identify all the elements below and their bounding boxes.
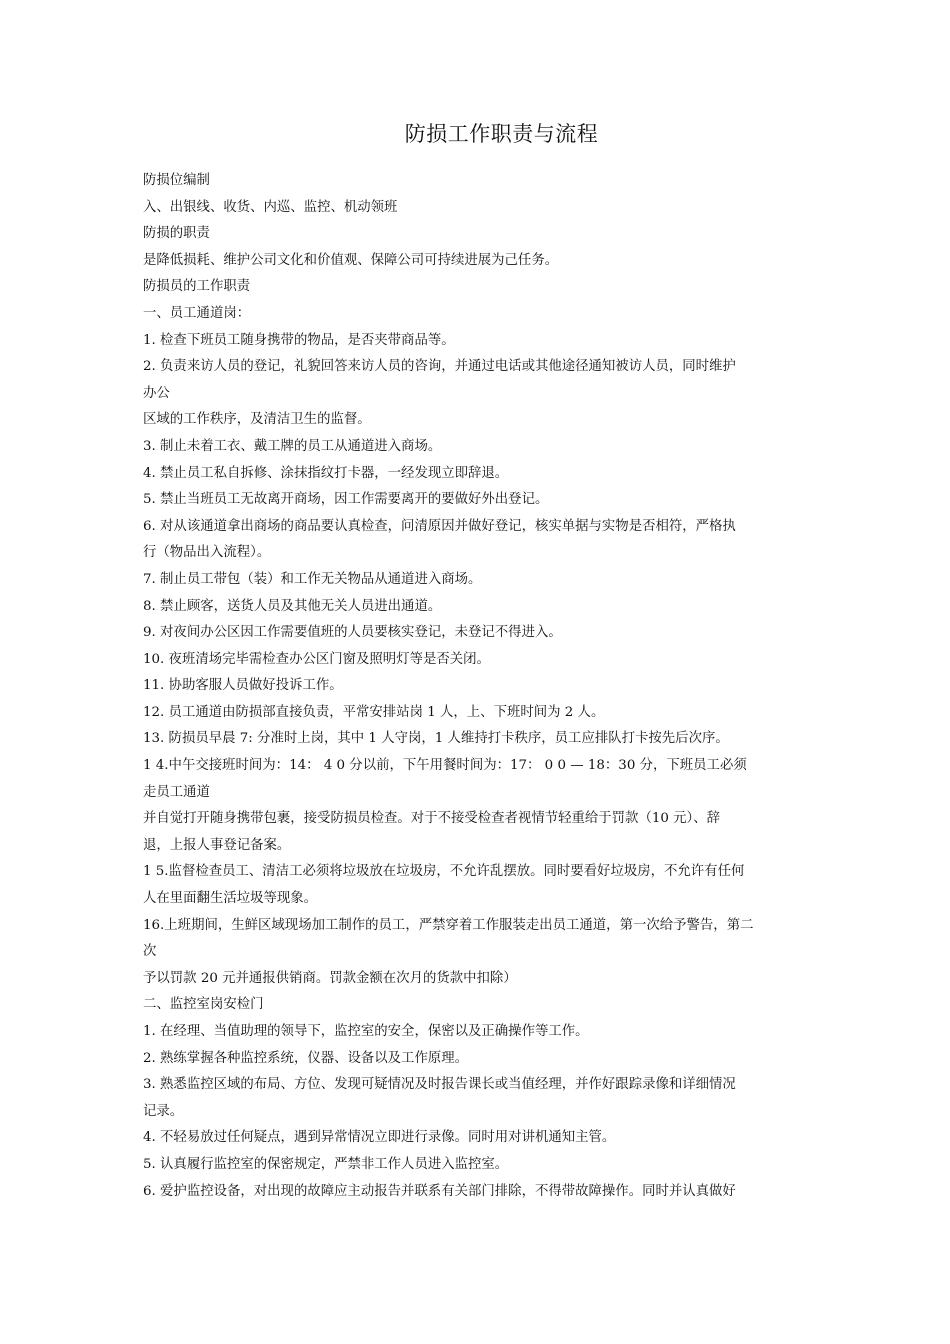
text-line: 是降低损耗、维护公司文化和价值观、保障公司可持续进展为己任务。 — [143, 252, 559, 268]
text-line: 7. 制止员工带包（装）和工作无关物品从通道进入商场。 — [143, 571, 482, 587]
text-line: 2. 负责来访人员的登记，礼貌回答来访人员的咨询，并通过电话或其他途径通知被访人员，同时维护 — [143, 359, 736, 375]
text-line: 13. 防损员早晨 7: 分准时上岗，其中 1 人守岗，1 人维持打卡秩序，员工应排队打卡按先后次序。 — [143, 731, 729, 747]
text-line: 1. 检查下班员工随身携带的物品，是否夹带商品等。 — [143, 332, 455, 348]
text-line: 3. 熟悉监控区域的布局、方位、发现可疑情况及时报告课长或当值经理，并作好跟踪录像和详细情况 — [143, 1077, 736, 1093]
text-line: 防损员的工作职责 — [143, 279, 251, 295]
text-line: 9. 对夜间办公区因工作需要值班的人员要核实登记，未登记不得进入。 — [143, 625, 562, 641]
text-line: 5. 认真履行监控室的保密规定，严禁非工作人员进入监控室。 — [143, 1156, 509, 1172]
text-line: 2. 熟练掌握各种监控系统，仪器、设备以及工作原理。 — [143, 1050, 469, 1066]
text-line: 并自觉打开随身携带包裹，接受防损员检查。对于不接受检查者视情节轻重给于罚款（10 元）、辞 — [143, 811, 720, 827]
text-line: 16.上班期间，生鲜区域现场加工制作的员工，严禁穿着工作服装走出员工通道，第一次给予警告，第二 — [143, 917, 754, 933]
text-line: 行（物品出入流程）。 — [143, 545, 271, 561]
text-line: 防损的职责 — [143, 226, 210, 242]
text-line: 1. 在经理、当值助理的领导下，监控室的安全，保密以及正确操作等工作。 — [143, 1024, 589, 1039]
text-line: 12. 员工通道由防损部直接负责，平常安排站岗 1 人，上、下班时间为 2 人。 — [143, 704, 605, 720]
text-line: 入、出银线、收货、内巡、监控、机动领班 — [143, 199, 398, 215]
text-line: 4. 不轻易放过任何疑点，遇到异常情况立即进行录像。同时用对讲机通知主管。 — [143, 1130, 616, 1146]
text-line: 一、员工通道岗： — [143, 305, 251, 321]
text-line: 6. 对从该通道拿出商场的商品要认真检查，问清原因并做好登记，核实单据与实物是否相符，严格执 — [143, 518, 736, 534]
text-line: 区域的工作秩序，及清洁卫生的监督。 — [143, 412, 371, 428]
text-line: 记录。 — [143, 1103, 184, 1119]
text-line: 二、监控室岗安检门 — [143, 997, 264, 1013]
text-line: 3. 制止未着工衣、戴工牌的员工从通道进入商场。 — [143, 438, 442, 454]
text-line: 防损位编制 — [143, 173, 210, 188]
text-line: 退，上报人事登记备案。 — [143, 837, 291, 853]
document-title: 防损工作职责与流程 — [404, 122, 599, 146]
document-body — [143, 168, 823, 1205]
text-line: 5. 禁止当班员工无故离开商场，因工作需要离开的要做好外出登记。 — [143, 492, 549, 508]
text-line: 11. 协助客服人员做好投诉工作。 — [143, 678, 343, 694]
text-line: 4. 禁止员工私自拆修、涂抹指纹打卡器，一经发现立即辞退。 — [143, 465, 509, 481]
text-line: 10. 夜班清场完毕需检查办公区门窗及照明灯等是否关闭。 — [143, 651, 490, 667]
text-line: 人在里面翻生活垃圾等现象。 — [143, 891, 318, 907]
text-line: 走员工通道 — [143, 784, 210, 800]
text-line: 8. 禁止顾客，送货人员及其他无关人员进出通道。 — [143, 598, 442, 614]
text-line: 1 4.中午交接班时间为：14： 4 0 分以前，下午用餐时间为：17： 0 0 — 18：30 分，下班员工必须 — [143, 758, 747, 774]
text-line: 次 — [143, 944, 157, 960]
text-line: 予以罚款 20 元并通报供销商。罚款金额在次月的货款中扣除） — [143, 970, 517, 986]
text-line: 办公 — [143, 385, 170, 401]
text-line: 1 5.监督检查员工、清洁工必须将垃圾放在垃圾房，不允许乱摆放。同时要看好垃圾房，不允许有任何 — [143, 864, 745, 880]
text-line: 6. 爱护监控设备，对出现的故障应主动报告并联系有关部门排除，不得带故障操作。同时并认真做好 — [143, 1183, 736, 1199]
